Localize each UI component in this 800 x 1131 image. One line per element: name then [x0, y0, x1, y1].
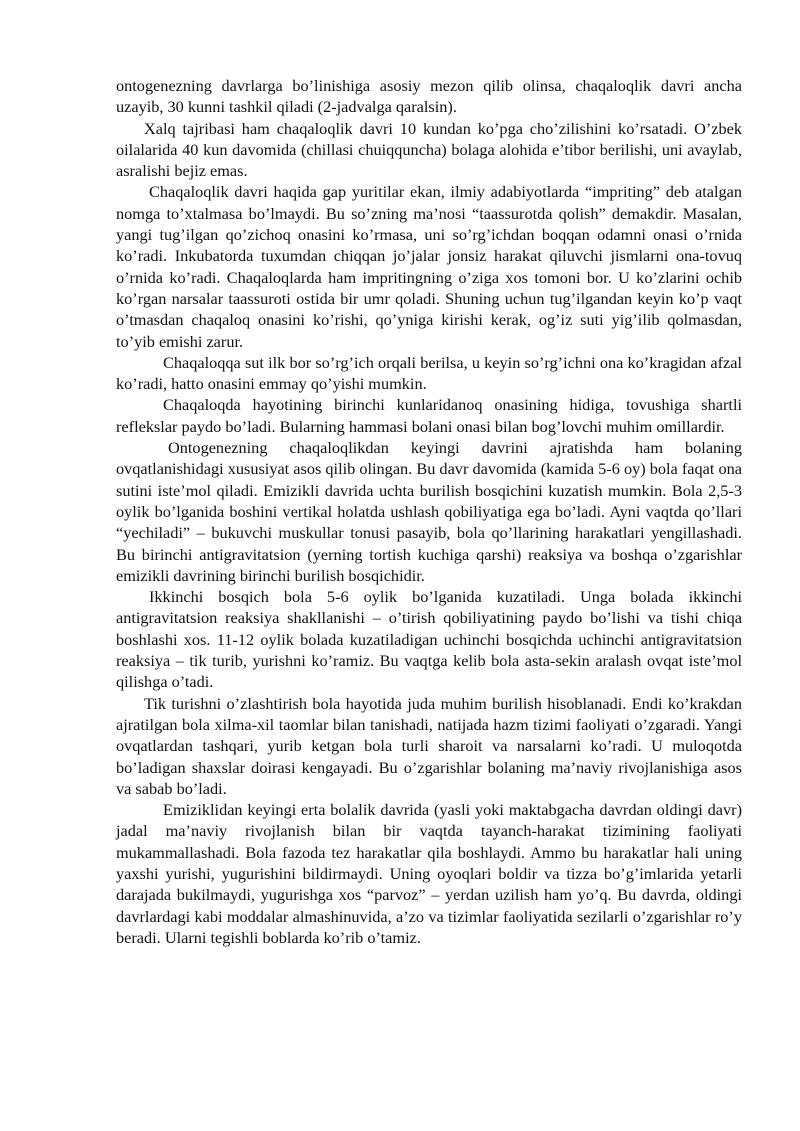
paragraph-imprinting: Chaqaloqlik davri haqida gap yuritilar ekan, ilmiy adabiyotlarda “impriting” deb atalgan nomga to’xtalmasa bo’lmaydi. Bu so’zning ma’nosi “taassurotda qolish” demakdir. Masalan, yangi tug’ilgan qo’zichoq onasini ko’rmasa, uni so’rg’ichdan boqqan odamni onasi o’rnida ko’radi. Inkubatorda tuxumdan chiqqan jo’jalar jonsiz harakat qiluvchi jismlarni ona-tovuq o’rnida ko’radi. Chaqaloqlarda ham impritingning o’ziga xos tomoni bor. U ko’zlarini ochib ko’rgan narsalar taassuroti ostida bir umr qoladi. Shuning uchun tug’ilgandan keyin ko’p vaqt o’tmasdan chaqaloq onasini ko’rishi, qo’yniga kirishi kerak, og’iz suti yig’ilib qolmasdan, to’yib emishi zarur. [116, 182, 742, 351]
paragraph-continuation: ontogenezning davrlarga bo’linishiga asosiy mezon qilib olinsa, chaqaloqlik davri ancha uzayib, 30 kunni tashkil qiladi (2-jadvalga qaralsin). [116, 76, 742, 117]
paragraph-standing-up: Tik turishni o’zlashtirish bola hayotida juda muhim burilish hisoblanadi. Endi ko’krakdan ajratilgan bola xilma-xil taomlar bilan tanishadi, natijada hazm tizimi faoliyati o’zgaradi. Yangi ovqatlardan tashqari, yurib ketgan bola turli sharoit va narsalarni ko’radi. U muloqotda bo’ladigan shaxslar doirasi kengayadi. Bu o’zgarishlar bolaning ma’naviy rivojlanishiga asos va sabab bo’ladi. [116, 693, 742, 798]
paragraph-infancy-stages: Ontogenezning chaqaloqlikdan keyingi davrini ajratishda ham bolaning ovqatlanishidagi xususiyat asos qilib olingan. Bu davr davomida (kamida 5-6 oy) bola faqat ona sutini iste’mol qiladi. Emizikli davrida uchta burilish bosqichini kuzatish mumkin. Bola 2,5-3 oylik bo’lganida boshini vertikal holatda ushlash qobiliyatiga ega bo’ladi. Ayni vaqtda qo’llari “yechiladi” – bukuvchi muskullar tonusi pasayib, bola qo’llarining harakatlari yengillashadi. Bu birinchi antigravitatsion (yerning tortish kuchiga qarshi) reaksiya va boshqa o’zgarishlar emizikli davrining birinchi burilish bosqichidir. [116, 438, 742, 585]
document-page [116, 75, 742, 948]
paragraph-second-stage: Ikkinchi bosqich bola 5-6 oylik bo’lganida kuzatiladi. Unga bolada ikkinchi antigravitatsion reaksiya shakllanishi – o’tirish qobiliyatining paydo bo’lishi va tishi chiqa boshlashi xos. 11-12 oylik bolada kuzatiladigan uchinchi bosqichda uchinchi antigravitatsion reaksiya – tik turib, yurishni ko’ramiz. Bu vaqtga kelib bola asta-sekin aralash ovqat iste’mol qilishga o’tadi. [116, 587, 742, 692]
paragraph-early-childhood: Emiziklidan keyingi erta bolalik davrida (yasli yoki maktabgacha davrdan oldingi davr) jadal ma’naviy rivojlanish bilan bir vaqtda tayanch-harakat tizimining faoliyati mukammallashadi. Bola fazoda tez harakatlar qila boshlaydi. Ammo bu harakatlar hali uning yaxshi yurishi, yugurishini bildirmaydi. Uning oyoqlari boldir va tizza bo’g’imlarida yetarli darajada bukilmaydi, yugurishga xos “parvoz” – yerdan uzilish ham yo’q. Bu davrda, oldingi davrlardagi kabi moddalar almashinuvida, a’zo va tizimlar faoliyatida sezilarli o’zgarishlar ro’y beradi. Ularni tegishli boblarda ko’rib o’tamiz. [116, 800, 742, 947]
paragraph-nipple-feeding: Chaqaloqqa sut ilk bor so’rg’ich orqali berilsa, u keyin so’rg’ichni ona ko’kragidan afzal ko’radi, hatto onasini emmay qo’yishi mumkin. [116, 352, 742, 394]
paragraph-folk-experience: Xalq tajribasi ham chaqaloqlik davri 10 kundan ko’pga cho’zilishini ko’rsatadi. O’zbek oilalarida 40 kun davomida (chillasi chuiqquncha) bolaga alohida e’tibor berilishi, uni avaylab, asralishi bejiz emas. [116, 118, 742, 181]
paragraph-conditioned-reflexes: Chaqaloqda hayotining birinchi kunlaridanoq onasining hidiga, tovushiga shartli reflekslar paydo bo’ladi. Bularning hammasi bolani onasi bilan bog’lovchi muhim omillardir. [116, 395, 742, 436]
